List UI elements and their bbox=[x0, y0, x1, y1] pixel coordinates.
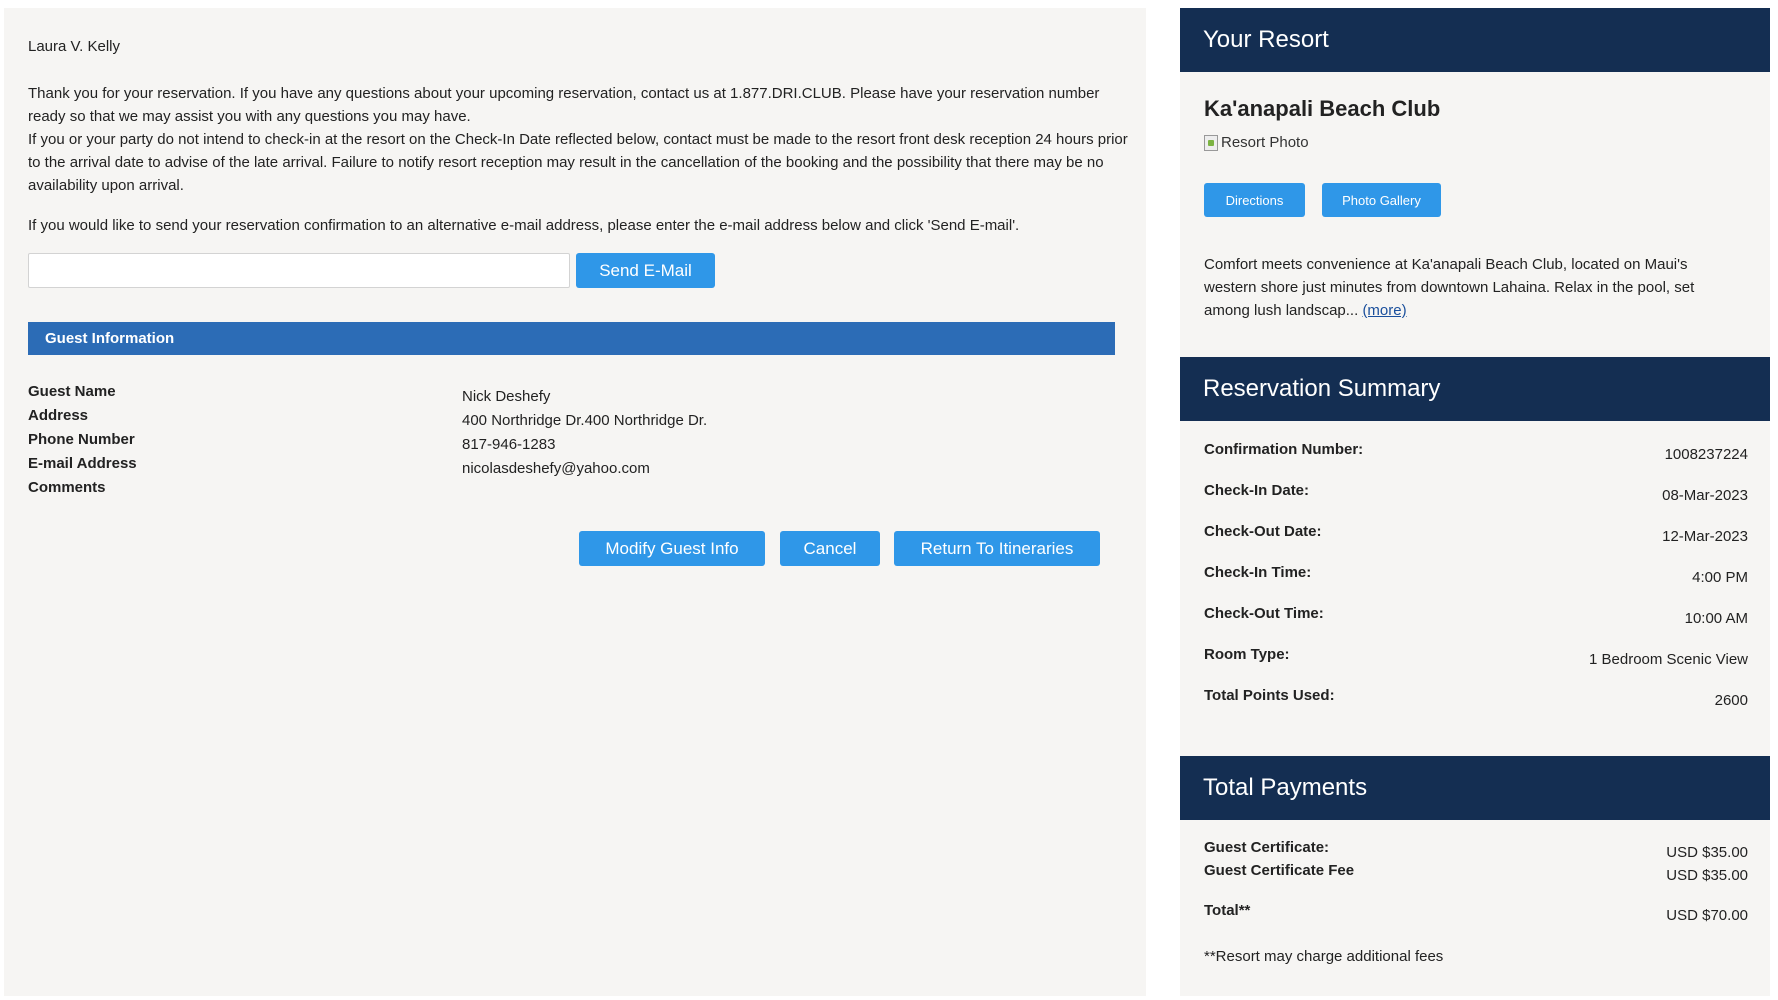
photo-gallery-button[interactable]: Photo Gallery bbox=[1322, 183, 1441, 217]
resort-photo bbox=[1204, 134, 1309, 151]
phone-label: Phone Number bbox=[28, 431, 135, 448]
guest-info-header: Guest Information bbox=[28, 322, 1115, 355]
total-value: USD $70.00 bbox=[1666, 907, 1748, 924]
checkout-date-label: Check-Out Date: bbox=[1204, 523, 1322, 540]
send-email-button[interactable]: Send E-Mail bbox=[576, 253, 715, 288]
checkout-time-value: 10:00 AM bbox=[1684, 610, 1748, 627]
guest-certificate-fee-value: USD $35.00 bbox=[1666, 867, 1748, 884]
alt-email-instructions: If you would like to send your reservation confirmation to an alternative e-mail address, please enter the e-mail address below and click 'Send E-mail'. bbox=[28, 217, 1020, 234]
checkout-date-value: 12-Mar-2023 bbox=[1662, 528, 1748, 545]
intro-text bbox=[28, 82, 1128, 197]
checkin-date-value: 08-Mar-2023 bbox=[1662, 487, 1748, 504]
confirmation-number-label: Confirmation Number: bbox=[1204, 441, 1364, 458]
address-label: Address bbox=[28, 407, 89, 424]
intro-paragraph-contact: Thank you for your reservation. If you have any questions about your upcoming reservation, contact us at 1.877.DRI.CLUB. Please have your reservation number ready so that we may assist you with any questions you may have. bbox=[28, 85, 1100, 125]
confirmation-number-value: 1008237224 bbox=[1664, 446, 1748, 463]
total-points-value: 2600 bbox=[1714, 692, 1748, 709]
greeting-name: Laura V. Kelly bbox=[28, 38, 121, 55]
email-value: nicolasdeshefy@yahoo.com bbox=[462, 460, 650, 477]
resort-photo-alt: Resort Photo bbox=[1221, 134, 1309, 151]
guest-certificate-label: Guest Certificate: bbox=[1204, 839, 1330, 856]
address-value: 400 Northridge Dr.400 Northridge Dr. bbox=[462, 412, 708, 429]
total-payments-header: Total Payments bbox=[1180, 756, 1770, 820]
reservation-summary-header: Reservation Summary bbox=[1180, 357, 1770, 421]
guest-name-label: Guest Name bbox=[28, 383, 116, 400]
checkin-date-label: Check-In Date: bbox=[1204, 482, 1310, 499]
email-label: E-mail Address bbox=[28, 455, 137, 472]
cancel-button[interactable]: Cancel bbox=[780, 531, 880, 566]
return-to-itineraries-button[interactable]: Return To Itineraries bbox=[894, 531, 1100, 566]
comments-label: Comments bbox=[28, 479, 106, 496]
resort-description-text: Comfort meets convenience at Ka'anapali Beach Club, located on Maui's western shore just minutes from downtown Lahaina. Relax in the pool, set among lush landscap... bbox=[1204, 256, 1695, 319]
modify-guest-info-button[interactable]: Modify Guest Info bbox=[579, 531, 765, 566]
resort-name: Ka'anapali Beach Club bbox=[1204, 96, 1441, 121]
phone-value: 817-946-1283 bbox=[462, 436, 556, 453]
guest-certificate-value: USD $35.00 bbox=[1666, 844, 1748, 861]
room-type-value: 1 Bedroom Scenic View bbox=[1589, 651, 1748, 668]
guest-name-value: Nick Deshefy bbox=[462, 388, 551, 405]
checkin-time-label: Check-In Time: bbox=[1204, 564, 1312, 581]
your-resort-header: Your Resort bbox=[1180, 8, 1770, 72]
more-link[interactable]: (more) bbox=[1362, 302, 1407, 319]
room-type-label: Room Type: bbox=[1204, 646, 1290, 663]
checkin-time-value: 4:00 PM bbox=[1692, 569, 1748, 586]
intro-paragraph-late-arrival: If you or your party do not intend to check-in at the resort on the Check-In Date reflected below, contact must be made to the resort front desk reception 24 hours prior to the arrival date to advise of the late arrival. Failure to notify resort reception may result in the cancellation of the booking and the possibility that there may be no availability upon arrival. bbox=[28, 131, 1128, 194]
alt-email-input[interactable] bbox=[28, 253, 570, 288]
checkout-time-label: Check-Out Time: bbox=[1204, 605, 1324, 622]
broken-image-icon bbox=[1204, 135, 1218, 151]
guest-certificate-fee-label: Guest Certificate Fee bbox=[1204, 862, 1355, 879]
fees-footnote: **Resort may charge additional fees bbox=[1204, 948, 1444, 965]
directions-button[interactable]: Directions bbox=[1204, 183, 1305, 217]
total-label: Total** bbox=[1204, 902, 1251, 919]
resort-description bbox=[1204, 253, 1744, 322]
total-points-label: Total Points Used: bbox=[1204, 687, 1335, 704]
